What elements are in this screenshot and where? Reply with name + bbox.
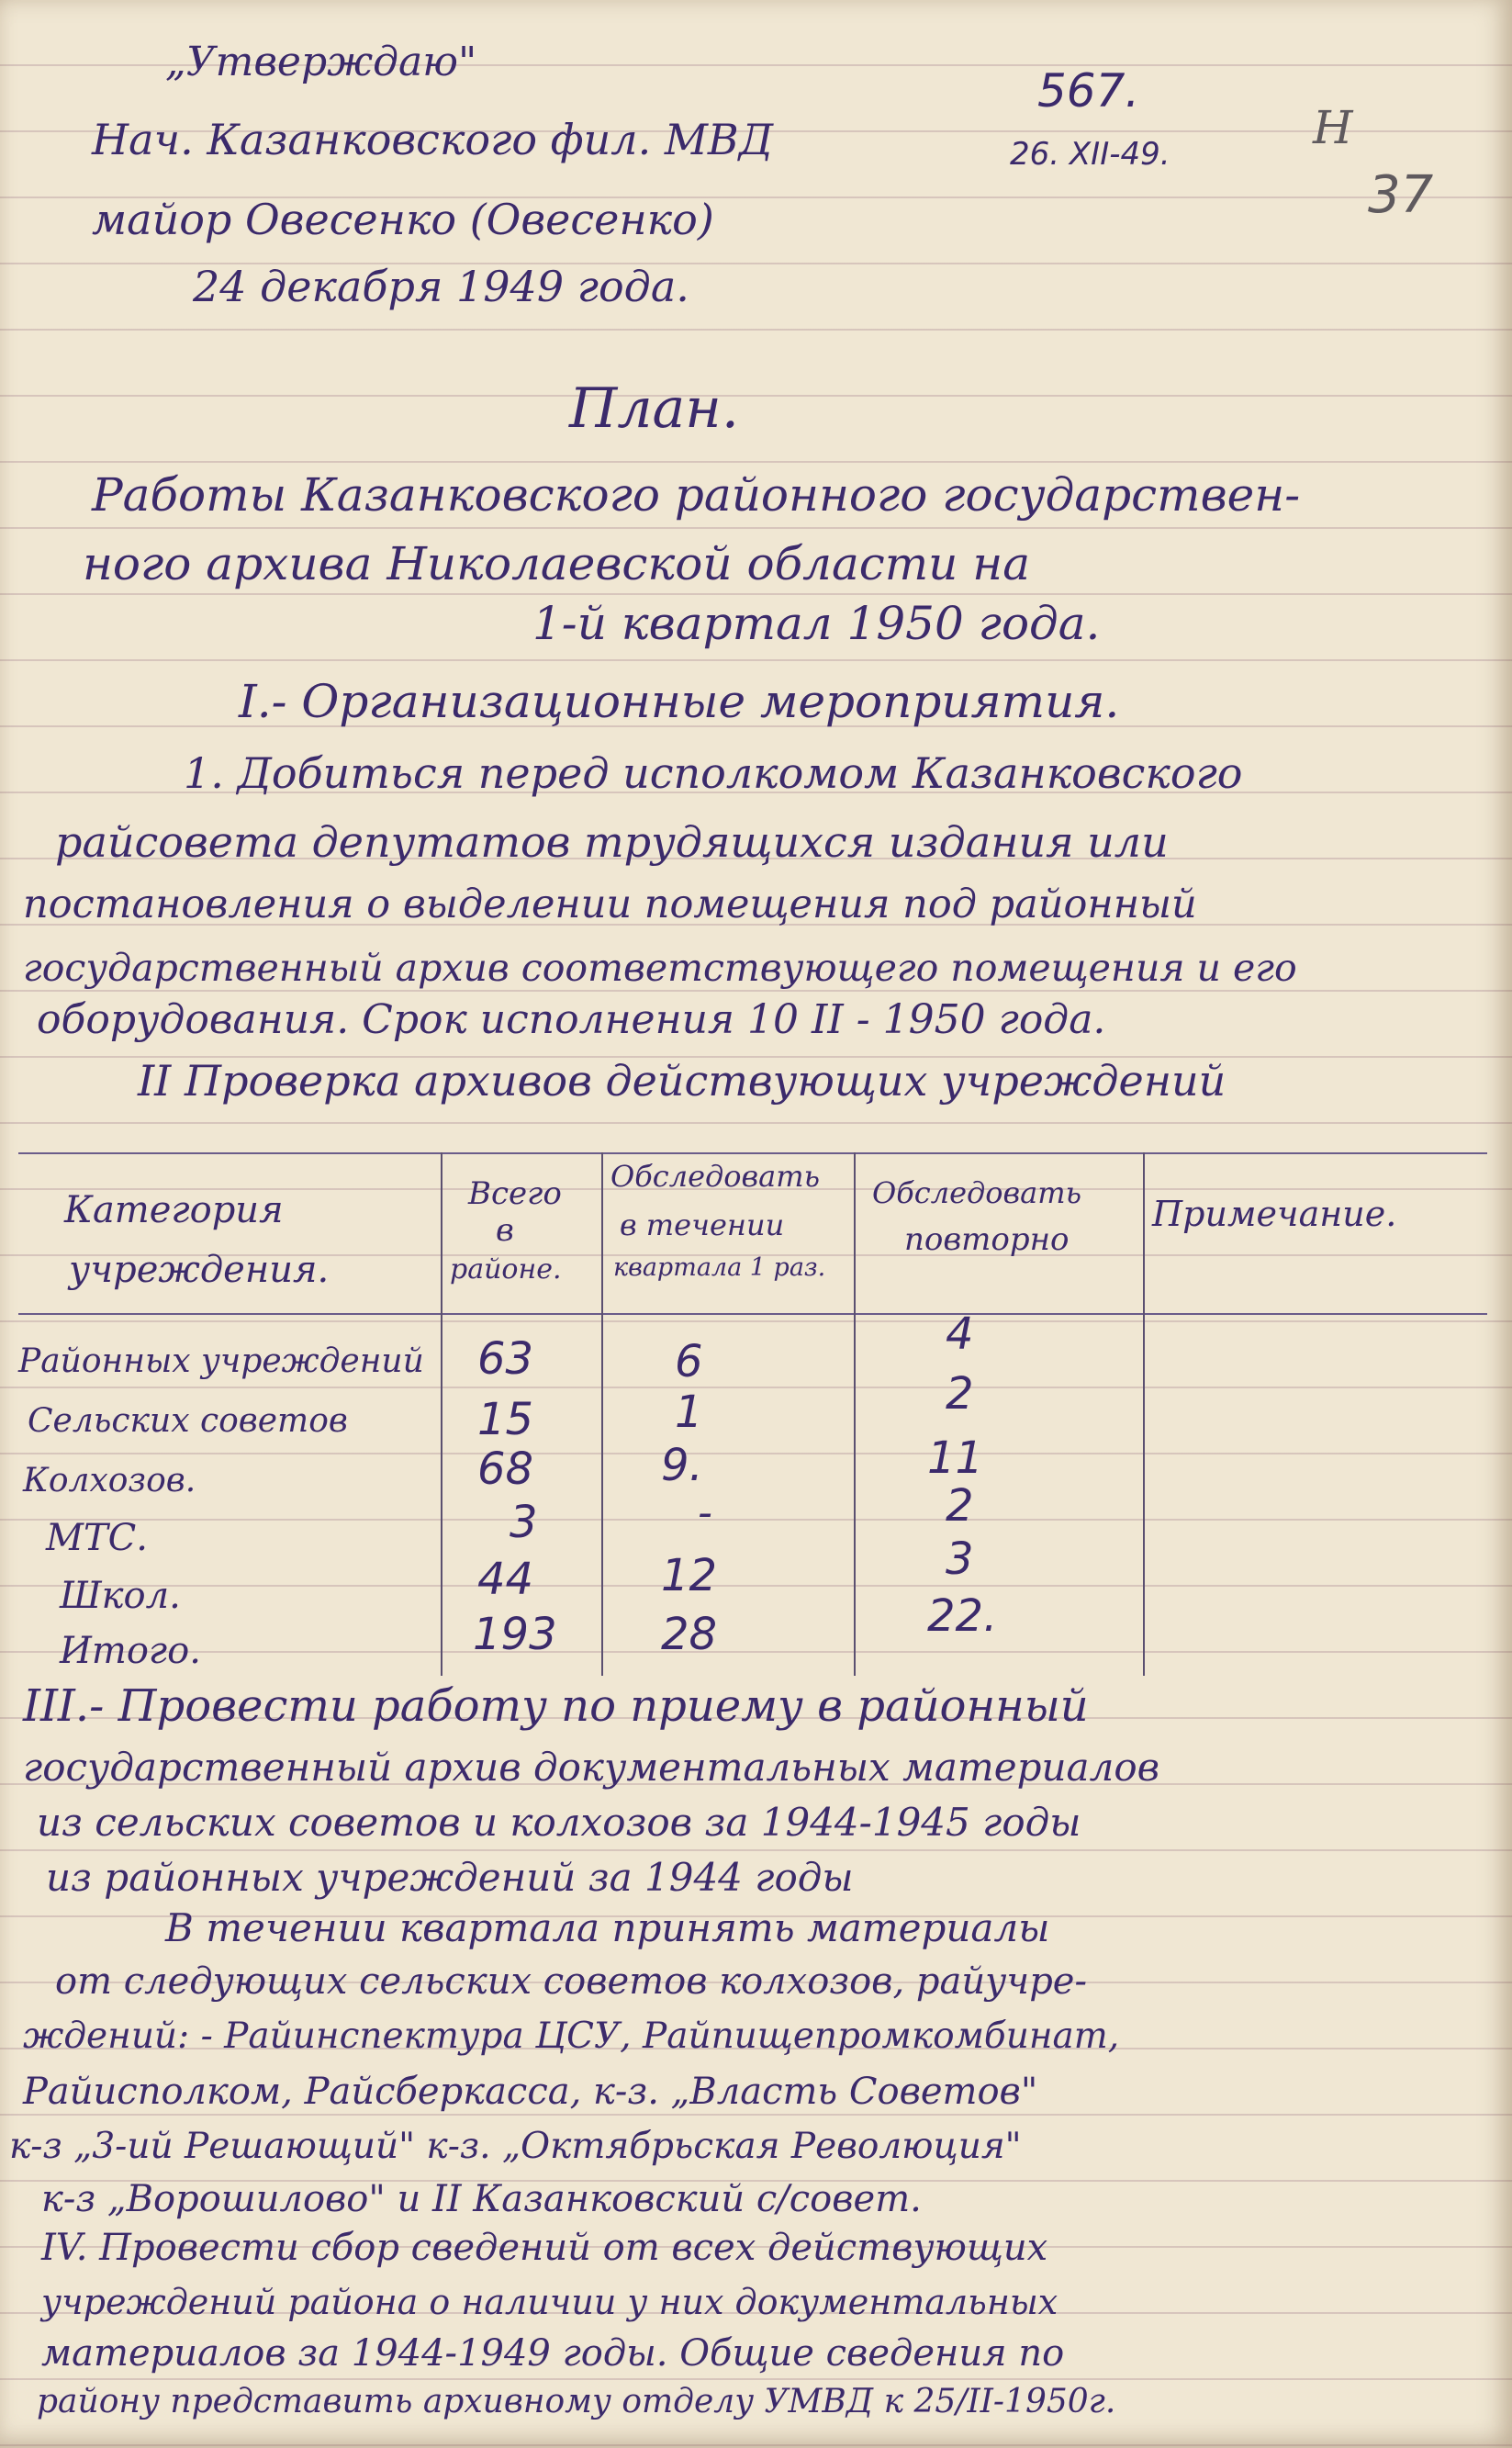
section-1-line-5: оборудования. Срок исполнения 10 II - 1950 года. [37, 996, 1106, 1043]
row-category: Колхозов. [23, 1462, 196, 1499]
header-category-1: Категория [64, 1189, 284, 1231]
section-1-line-4: государственный архив соответствующего помещения и его [23, 946, 1297, 990]
approval-line-4: 24 декабря 1949 года. [193, 262, 689, 311]
row-total: 44 [477, 1554, 534, 1605]
row-total: 15 [477, 1394, 534, 1445]
row-total: 193 [473, 1609, 557, 1660]
table-col-divider-3 [854, 1152, 856, 1676]
row-total: 63 [477, 1333, 534, 1385]
row-total: 68 [477, 1443, 534, 1495]
header-total-2: в [496, 1212, 514, 1249]
row-repeat: 4 [946, 1308, 974, 1360]
section-4-line-1: IV. Провести сбор сведений от всех действующих [41, 2227, 1048, 2269]
row-repeat: 2 [946, 1480, 974, 1532]
row-category: Школ. [60, 1575, 181, 1617]
section-3-line-6: от следующих сельских советов колхозов, райучре- [55, 1960, 1087, 2003]
row-repeat: 11 [927, 1432, 984, 1484]
section-3-line-8: Райисполком, Райсберкасса, к-з. „Власть Советов" [23, 2071, 1038, 2113]
document-heading: План. [569, 376, 739, 441]
header-total-3: районе. [450, 1253, 562, 1286]
section-3-line-7: ждений: - Райинспектура ЦСУ, Райпищепромкомбинат, [23, 2016, 1120, 2057]
section-3-line-10: к-з „Ворошилово" и II Казанковский с/совет. [41, 2178, 922, 2220]
section-3-line-4: из районных учреждений за 1944 годы [46, 1855, 854, 1900]
table-col-divider-2 [601, 1152, 603, 1676]
row-once: 12 [661, 1550, 718, 1601]
row-category: Сельских советов [28, 1402, 348, 1440]
row-repeat: 22. [927, 1590, 998, 1642]
table-header-divider [18, 1313, 1487, 1315]
row-total: 3 [510, 1497, 538, 1548]
header-once-1: Обследовать [610, 1159, 821, 1194]
title-line-1: Работы Казанковского районного государствен- [92, 468, 1301, 522]
section-1-line-3: постановления о выделении помещения под районный [23, 882, 1197, 927]
section-3-line-5: В течении квартала принять материалы [165, 1905, 1050, 1950]
title-line-3: 1-й квартал 1950 года. [532, 597, 1101, 650]
section-3-line-1: III.- Провести работу по приему в районный [23, 1680, 1089, 1732]
table-col-divider-4 [1143, 1152, 1145, 1676]
section-4-line-2: учреждений района о наличии у них документальных [41, 2282, 1058, 2322]
section-1-line-1: 1. Добиться перед исполкомом Казанковского [184, 748, 1243, 798]
row-once: 6 [675, 1336, 703, 1387]
section-1-line-2: райсовета депутатов трудящихся издания или [55, 817, 1169, 867]
sheet-number: 37 [1368, 165, 1434, 225]
pencil-mark: Н [1313, 101, 1353, 154]
approval-line-2: Нач. Казанковского фил. МВД [92, 115, 774, 164]
registration-number: 567. [1037, 64, 1140, 118]
row-repeat: 2 [946, 1368, 974, 1420]
row-category: МТС. [46, 1517, 148, 1559]
section-3-line-9: к-з „3-ий Решающий" к-з. „Октябрьская Революция" [9, 2126, 1022, 2167]
row-once: 1 [675, 1387, 703, 1438]
header-once-3: квартала 1 раз. [613, 1253, 826, 1282]
registration-date: 26. XII-49. [1010, 136, 1170, 173]
section-4-line-4: району представить архивному отделу УМВД к 25/II-1950г. [37, 2383, 1116, 2420]
row-once: 28 [661, 1609, 718, 1660]
header-repeat-1: Обследовать [872, 1175, 1082, 1210]
header-note: Примечание. [1152, 1194, 1397, 1234]
title-line-2: ного архива Николаевской области на [83, 537, 1031, 590]
row-once: 9. [661, 1440, 703, 1491]
section-1-heading: I.- Организационные мероприятия. [239, 675, 1120, 728]
header-repeat-2: повторно [904, 1221, 1070, 1258]
table-top-border [18, 1152, 1487, 1154]
row-repeat: 3 [946, 1533, 974, 1585]
row-once: - [698, 1489, 712, 1536]
section-4-line-3: материалов за 1944-1949 годы. Общие сведения по [41, 2332, 1065, 2375]
approval-line-1: „Утверждаю" [165, 39, 477, 85]
approval-line-3: майор Овесенко (Овесенко) [92, 195, 714, 244]
table-col-divider-1 [441, 1152, 442, 1676]
section-3-line-2: государственный архив документальных материалов [23, 1745, 1160, 1790]
row-category: Районных учреждений [18, 1342, 424, 1380]
header-total-1: Всего [468, 1175, 562, 1212]
header-once-2: в течении [620, 1207, 785, 1242]
section-3-line-3: из сельских советов и колхозов за 1944-1945 годы [37, 1800, 1081, 1845]
row-category: Итого. [60, 1630, 201, 1672]
header-category-2: учреждения. [69, 1249, 330, 1291]
section-2-heading: II Проверка архивов действующих учреждений [138, 1056, 1226, 1106]
